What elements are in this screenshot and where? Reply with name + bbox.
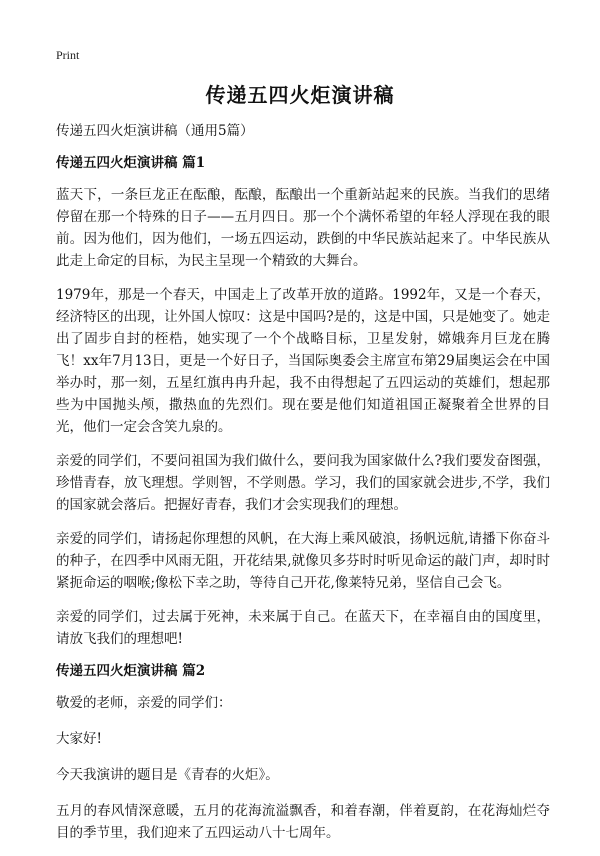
paragraph: 亲爱的同学们，请扬起你理想的风帆，在大海上乘风破浪，扬帆远航,请播下你奋斗的种子，在四季中风雨无阻，开花结果,就像贝多芬时时听见命运的敲门声，却时时紧扼命运的咽喉;像松下幸之助，等待自己开花,像莱特兄弟，坚信自己会飞。 — [56, 531, 550, 591]
document-body — [56, 122, 550, 856]
paragraph: 大家好! — [56, 731, 102, 747]
paragraph: 今天我演讲的题目是《青春的火炬》。 — [56, 767, 279, 783]
section-heading-1: 传递五四火炬演讲稿 篇1 — [56, 155, 206, 171]
paragraph: 五月的春风情深意暖，五月的花海流溢飘香，和着春潮，伴着夏韵，在花海灿烂夺目的季节里，我们迎来了五四运动八十七周年。 — [56, 803, 550, 841]
paragraph: 1979年，那是一个春天，中国走上了改革开放的道路。1992年，又是一个春天，经济特区的出现，让外国人惊叹：这是中国吗?是的，这是中国，只是她变了。她走出了固步自封的桎梏，她实现了一个个战略目标，卫星发射，嫦娥奔月巨龙在腾飞！xx年7月13日，更是一个好日子，当国际奥委会主席宣布第29届奥运会在中国举办时，那一刻，五星红旗冉冉升起，我不由得想起了五四运动的英雄们，想起那些为中国抛头颅，撒热血的先烈们。现在要是他们知道祖国正凝聚着全世界的目光，他们一定会含笑九泉的。 — [56, 287, 550, 435]
paragraph: 亲爱的同学们，过去属于死神，未来属于自己。在蓝天下，在幸福自由的国度里，请放飞我们的理想吧! — [56, 609, 550, 647]
section-heading-2: 传递五四火炬演讲稿 篇2 — [56, 663, 206, 679]
paragraph: 亲爱的同学们，不要问祖国为我们做什么，要问我为国家做什么?我们要发奋图强，珍惜青春，放飞理想。学则智，不学则愚。学习，我们的国家就会进步,不学，我们的国家就会落后。把握好青春，我们才会实现我们的理想。 — [56, 453, 550, 513]
document-subtitle: 传递五四火炬演讲稿（通用5篇） — [56, 123, 254, 139]
print-link[interactable]: Print — [56, 48, 80, 62]
document-title: 传递五四火炬演讲稿 — [205, 83, 395, 107]
paragraph: 蓝天下，一条巨龙正在酝酿，酝酿，酝酿出一个重新站起来的民族。当我们的思绪停留在那一个特殊的日子——五月四日。那一个个满怀希望的年轻人浮现在我的眼前。因为他们，因为他们，一场五四运动，跌倒的中华民族站起来了。中华民族从此走上命定的目标，为民主呈现一个精致的大舞台。 — [56, 187, 550, 269]
paragraph: 敬爱的老师，亲爱的同学们： — [56, 695, 232, 711]
